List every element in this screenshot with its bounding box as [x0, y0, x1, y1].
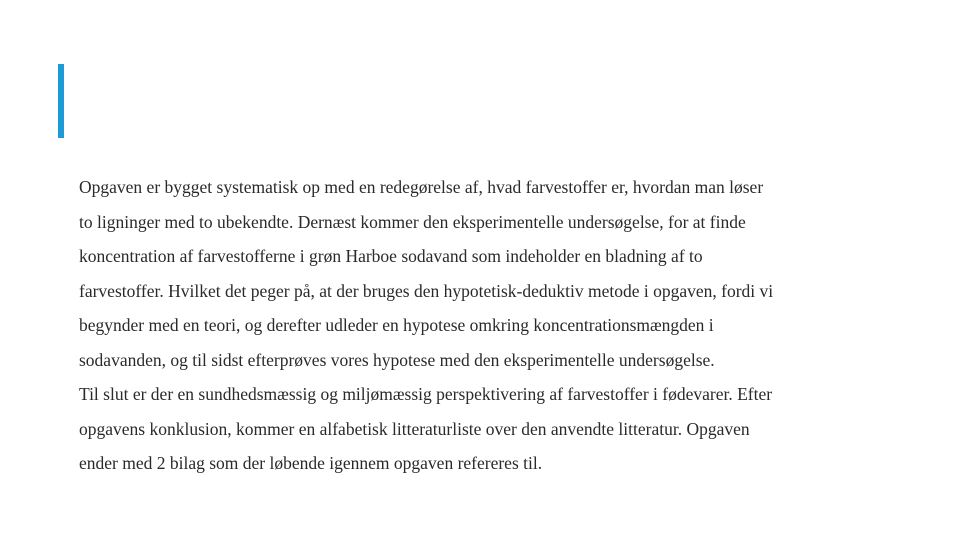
- body-line: ender med 2 bilag som der løbende igennem opgaven refereres til.: [79, 453, 543, 473]
- body-line: Til slut er der en sundhedsmæssig og miljømæssig perspektivering af farvestoffer i fødevarer. Efter: [79, 384, 773, 404]
- body-line: to ligninger med to ubekendte. Dernæst kommer den eksperimentelle undersøgelse, for at finde: [79, 211, 746, 232]
- accent-bar: [58, 64, 64, 138]
- body-line: koncentration af farvestofferne i grøn Harboe sodavand som indeholder en bladning af to: [79, 246, 703, 266]
- body-line: begynder med en teori, og derefter udleder en hypotese omkring koncentrationsmængden i: [79, 315, 714, 335]
- body-line: sodavanden, og til sidst efterprøves vores hypotese med den eksperimentelle undersøgelse.: [79, 349, 715, 370]
- body-text: [79, 170, 909, 481]
- body-line: farvestoffer. Hvilket det peger på, at der bruges den hypotetisk-deduktiv metode i opgaven, fordi vi: [79, 280, 774, 301]
- body-line: Opgaven er bygget systematisk op med en redegørelse af, hvad farvestoffer er, hvordan man løser: [79, 177, 764, 197]
- body-line: opgavens konklusion, kommer en alfabetisk litteraturliste over den anvendte litteratur. Opgaven: [79, 418, 750, 439]
